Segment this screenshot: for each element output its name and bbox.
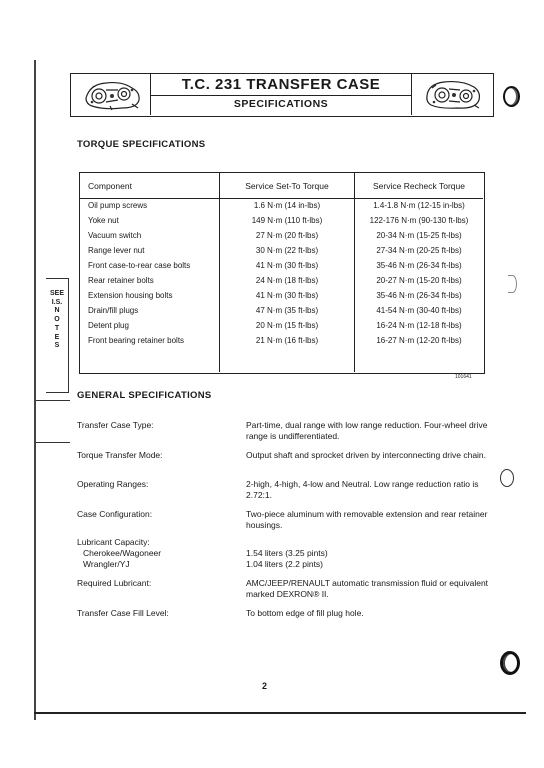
set-to-torque-cell: 47 N·m (35 ft-lbs) — [255, 306, 319, 315]
spec-sublabel: Wrangler/YJ — [83, 559, 130, 569]
header-title-block — [150, 73, 412, 115]
torque-section-title: TORQUE SPECIFICATIONS — [77, 139, 206, 150]
set-to-torque-cell: 21 N·m (16 ft-lbs) — [255, 336, 319, 345]
spec-label: Lubricant Capacity: — [77, 537, 150, 547]
binder-hole — [500, 469, 514, 487]
component-cell: Detent plug — [88, 321, 129, 330]
recheck-torque-cell: 1.4-1.8 N·m (12-15 in-lbs) — [373, 201, 465, 210]
component-cell: Vacuum switch — [88, 231, 142, 240]
recheck-torque-cell: 20-27 N·m (15-20 ft-lbs) — [376, 276, 462, 285]
spec-sublabel: Cherokee/Wagoneer — [83, 548, 162, 558]
tab-line: SEE — [49, 290, 64, 297]
tab-line: I.S. — [51, 298, 63, 306]
transfer-case-illustration-left — [82, 78, 144, 112]
recheck-torque-cell: 16-27 N·m (12-20 ft-lbs) — [376, 336, 462, 345]
set-to-torque-cell: 149 N·m (110 ft-lbs) — [251, 216, 323, 225]
page-title: T.C. 231 TRANSFER CASE — [181, 76, 381, 93]
recheck-torque-cell: 35-46 N·m (26-34 ft-lbs) — [376, 291, 462, 300]
transfer-case-illustration-right — [422, 78, 484, 112]
tab-line: O — [54, 316, 60, 324]
spec-value: 1.54 liters (3.25 pints) — [246, 548, 328, 558]
page-subtitle: SPECIFICATIONS — [233, 98, 329, 110]
spec-value: To bottom edge of fill plug hole. — [246, 608, 364, 618]
spec-label: Transfer Case Type: — [77, 420, 154, 430]
component-cell: Rear retainer bolts — [88, 276, 154, 285]
spec-label: Torque Transfer Mode: — [77, 450, 163, 460]
tab-line: S — [54, 342, 60, 350]
spec-value: 2-high, 4-high, 4-low and Neutral. Low range reduction ratio is 2.72:1. — [246, 479, 479, 500]
set-to-torque-cell: 20 N·m (15 ft-lbs) — [255, 321, 319, 330]
column-header-component: Component — [88, 181, 132, 191]
header-divider — [151, 95, 411, 96]
tab-line: E — [54, 333, 60, 341]
spec-value: AMC/JEEP/RENAULT automatic transmission fluid or equivalent marked DEXRON® II. — [246, 578, 489, 599]
tab-line: N — [54, 307, 60, 315]
figure-number: 101641 — [455, 374, 472, 380]
recheck-torque-cell: 20-34 N·m (15-25 ft-lbs) — [376, 231, 462, 240]
margin-rule — [36, 400, 70, 401]
set-to-torque-cell: 1.6 N·m (14 in-lbs) — [253, 201, 321, 210]
spec-label: Case Configuration: — [77, 509, 153, 519]
tab-line: T — [54, 324, 60, 332]
component-cell: Drain/fill plugs — [88, 306, 139, 315]
spec-value: Output shaft and sprocket driven by interconnecting drive chain. — [246, 450, 487, 460]
page-bottom-edge-rule — [34, 712, 526, 714]
page-left-edge-rule — [34, 60, 36, 720]
binder-hole — [500, 651, 520, 675]
spec-value: Two-piece aluminum with removable extension and rear retainer housings. — [246, 509, 488, 530]
set-to-torque-cell: 24 N·m (18 ft-lbs) — [255, 276, 319, 285]
spec-value: 1.04 liters (2.2 pints) — [246, 559, 324, 569]
spec-label: Operating Ranges: — [77, 479, 149, 489]
component-cell: Range lever nut — [88, 246, 145, 255]
component-cell: Front bearing retainer bolts — [88, 336, 185, 345]
component-cell: Yoke nut — [88, 216, 119, 225]
binder-hole — [503, 86, 520, 107]
component-cell: Oil pump screws — [88, 201, 148, 210]
recheck-torque-cell: 122-176 N·m (90-130 ft-lbs) — [369, 216, 469, 225]
component-cell: Extension housing bolts — [88, 291, 173, 300]
set-to-torque-cell: 27 N·m (20 ft-lbs) — [255, 231, 319, 240]
spec-label: Transfer Case Fill Level: — [77, 608, 169, 618]
header-row-divider — [79, 198, 483, 199]
set-to-torque-cell: 30 N·m (22 ft-lbs) — [255, 246, 319, 255]
general-section-title: GENERAL SPECIFICATIONS — [77, 390, 212, 401]
see-notes-tab-text — [47, 290, 67, 351]
spec-value: Part-time, dual range with low range reduction. Four-wheel drive range is undifferentiated. — [246, 420, 488, 441]
set-to-torque-cell: 41 N·m (30 ft-lbs) — [255, 291, 319, 300]
column-header-recheck-torque: Service Recheck Torque — [373, 181, 465, 191]
spec-label: Required Lubricant: — [77, 578, 152, 588]
set-to-torque-cell: 41 N·m (30 ft-lbs) — [255, 261, 319, 270]
component-cell: Front case-to-rear case bolts — [88, 261, 191, 270]
column-header-set-to-torque: Service Set-To Torque — [245, 181, 329, 191]
binder-hole — [508, 275, 517, 293]
margin-rule — [36, 442, 70, 443]
recheck-torque-cell: 35-46 N·m (26-34 ft-lbs) — [376, 261, 462, 270]
recheck-torque-cell: 41-54 N·m (30-40 ft-lbs) — [376, 306, 462, 315]
recheck-torque-cell: 16-24 N·m (12-18 ft-lbs) — [376, 321, 462, 330]
column-divider — [219, 172, 220, 372]
recheck-torque-cell: 27-34 N·m (20-25 ft-lbs) — [376, 246, 462, 255]
page-number: 2 — [262, 681, 268, 691]
column-divider — [354, 172, 355, 372]
